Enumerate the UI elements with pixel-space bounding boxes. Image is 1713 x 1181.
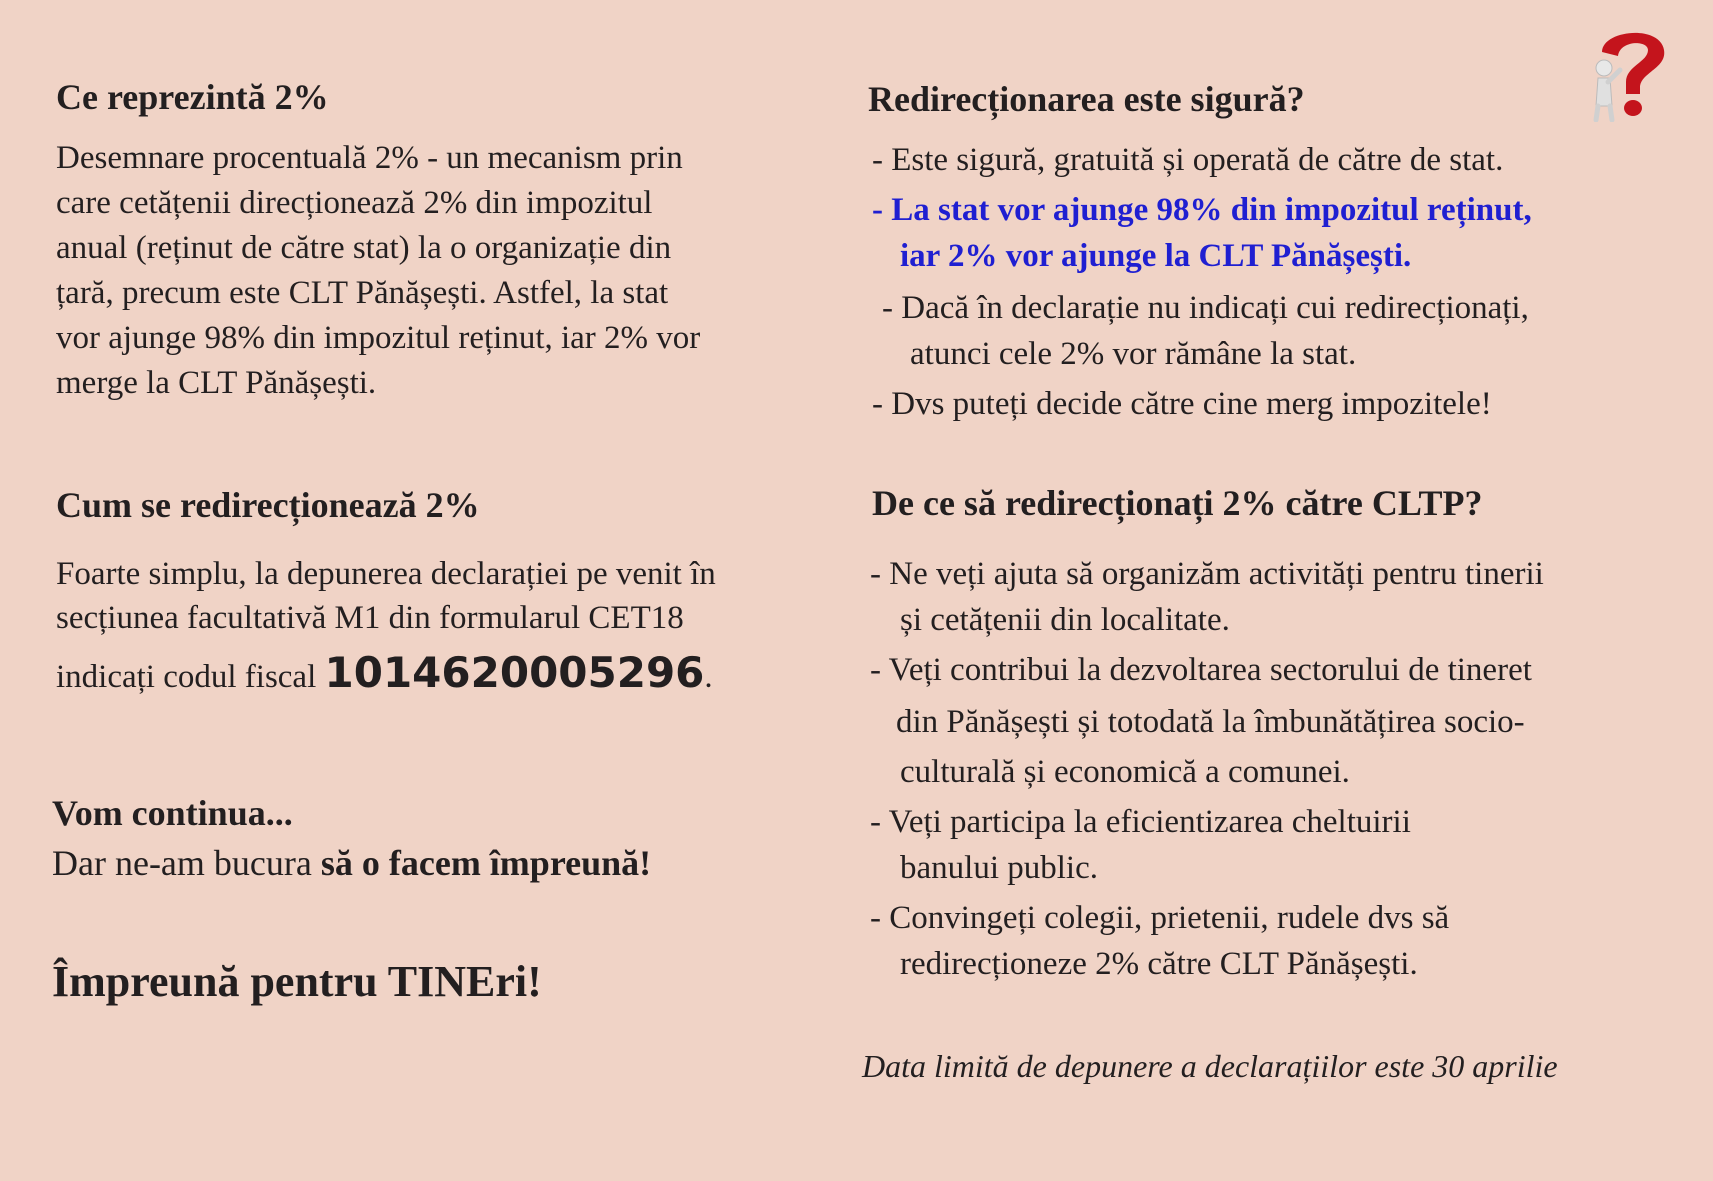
safety-highlight-line: iar 2% vor ajunge la CLT Pănășești. <box>900 238 1412 274</box>
section-title-why-cltp: De ce să redirecționați 2% către CLTP? <box>872 483 1483 523</box>
what-is-2-percent-text <box>56 136 700 406</box>
reason-line: culturală și economică a comunei. <box>900 754 1350 790</box>
safety-highlight-line: - La stat vor ajunge 98% din impozitul reținut, <box>872 192 1532 228</box>
fiscal-code: 1014620005296 <box>324 648 705 697</box>
fiscal-code-prefix: indicați codul fiscal <box>56 659 325 695</box>
together-prefix: Dar ne-am bucura <box>52 843 321 883</box>
how-to-redirect-line-2: secțiunea facultativă M1 din formularul CET18 <box>56 600 684 636</box>
continue-heading: Vom continua... <box>52 793 293 833</box>
fiscal-code-suffix: . <box>704 659 713 695</box>
section-title-is-redirection-safe: Redirecționarea este sigură? <box>868 79 1305 119</box>
reason-line: - Ne veți ajuta să organizăm activități pentru tinerii <box>870 556 1544 592</box>
reason-line: - Veți contribui la dezvoltarea sectorului de tineret <box>870 652 1532 688</box>
together-emphasis: să o facem împreună! <box>320 843 652 883</box>
paragraph-line: țară, precum este CLT Pănășești. Astfel, la stat <box>56 275 669 311</box>
reason-line: - Veți participa la eficientizarea cheltuirii <box>870 804 1411 840</box>
paragraph-line: Desemnare procentuală 2% - un mecanism prin <box>56 140 683 176</box>
how-to-redirect-line-3 <box>56 650 713 700</box>
reason-line: din Pănășești și totodată la îmbunătățirea socio- <box>896 704 1525 740</box>
paragraph-line: anual (reținut de către stat) la o organizație din <box>56 230 672 266</box>
reason-line: - Convingeți colegii, prietenii, rudele dvs să <box>870 900 1450 936</box>
safety-line: atunci cele 2% vor rămâne la stat. <box>910 336 1357 372</box>
reason-line: banului public. <box>900 850 1098 886</box>
reason-line: redirecționeze 2% către CLT Pănășești. <box>900 946 1418 982</box>
safety-line: - Este sigură, gratuită și operată de către de stat. <box>872 142 1504 178</box>
question-mark-figure-icon <box>1590 22 1676 122</box>
together-line <box>52 842 651 884</box>
safety-line: - Dacă în declarație nu indicați cui redirecționați, <box>882 290 1529 326</box>
how-to-redirect-line-1: Foarte simplu, la depunerea declarației pe venit în <box>56 556 716 592</box>
deadline-note: Data limită de depunere a declarațiilor este 30 aprilie <box>862 1048 1558 1084</box>
section-title-what-is-2-percent: Ce reprezintă 2% <box>56 77 329 117</box>
paragraph-line: care cetățenii direcționează 2% din impozitul <box>56 185 653 221</box>
safety-line: - Dvs puteți decide către cine merg impozitele! <box>872 386 1492 422</box>
paragraph-line: vor ajunge 98% din impozitul reținut, iar 2% vor <box>56 320 701 356</box>
slogan: Împreună pentru TINEri! <box>52 957 542 1006</box>
reason-line: și cetățenii din localitate. <box>900 602 1230 638</box>
paragraph-line: merge la CLT Pănășești. <box>56 365 377 401</box>
section-title-how-to-redirect: Cum se redirecționează 2% <box>56 485 480 525</box>
